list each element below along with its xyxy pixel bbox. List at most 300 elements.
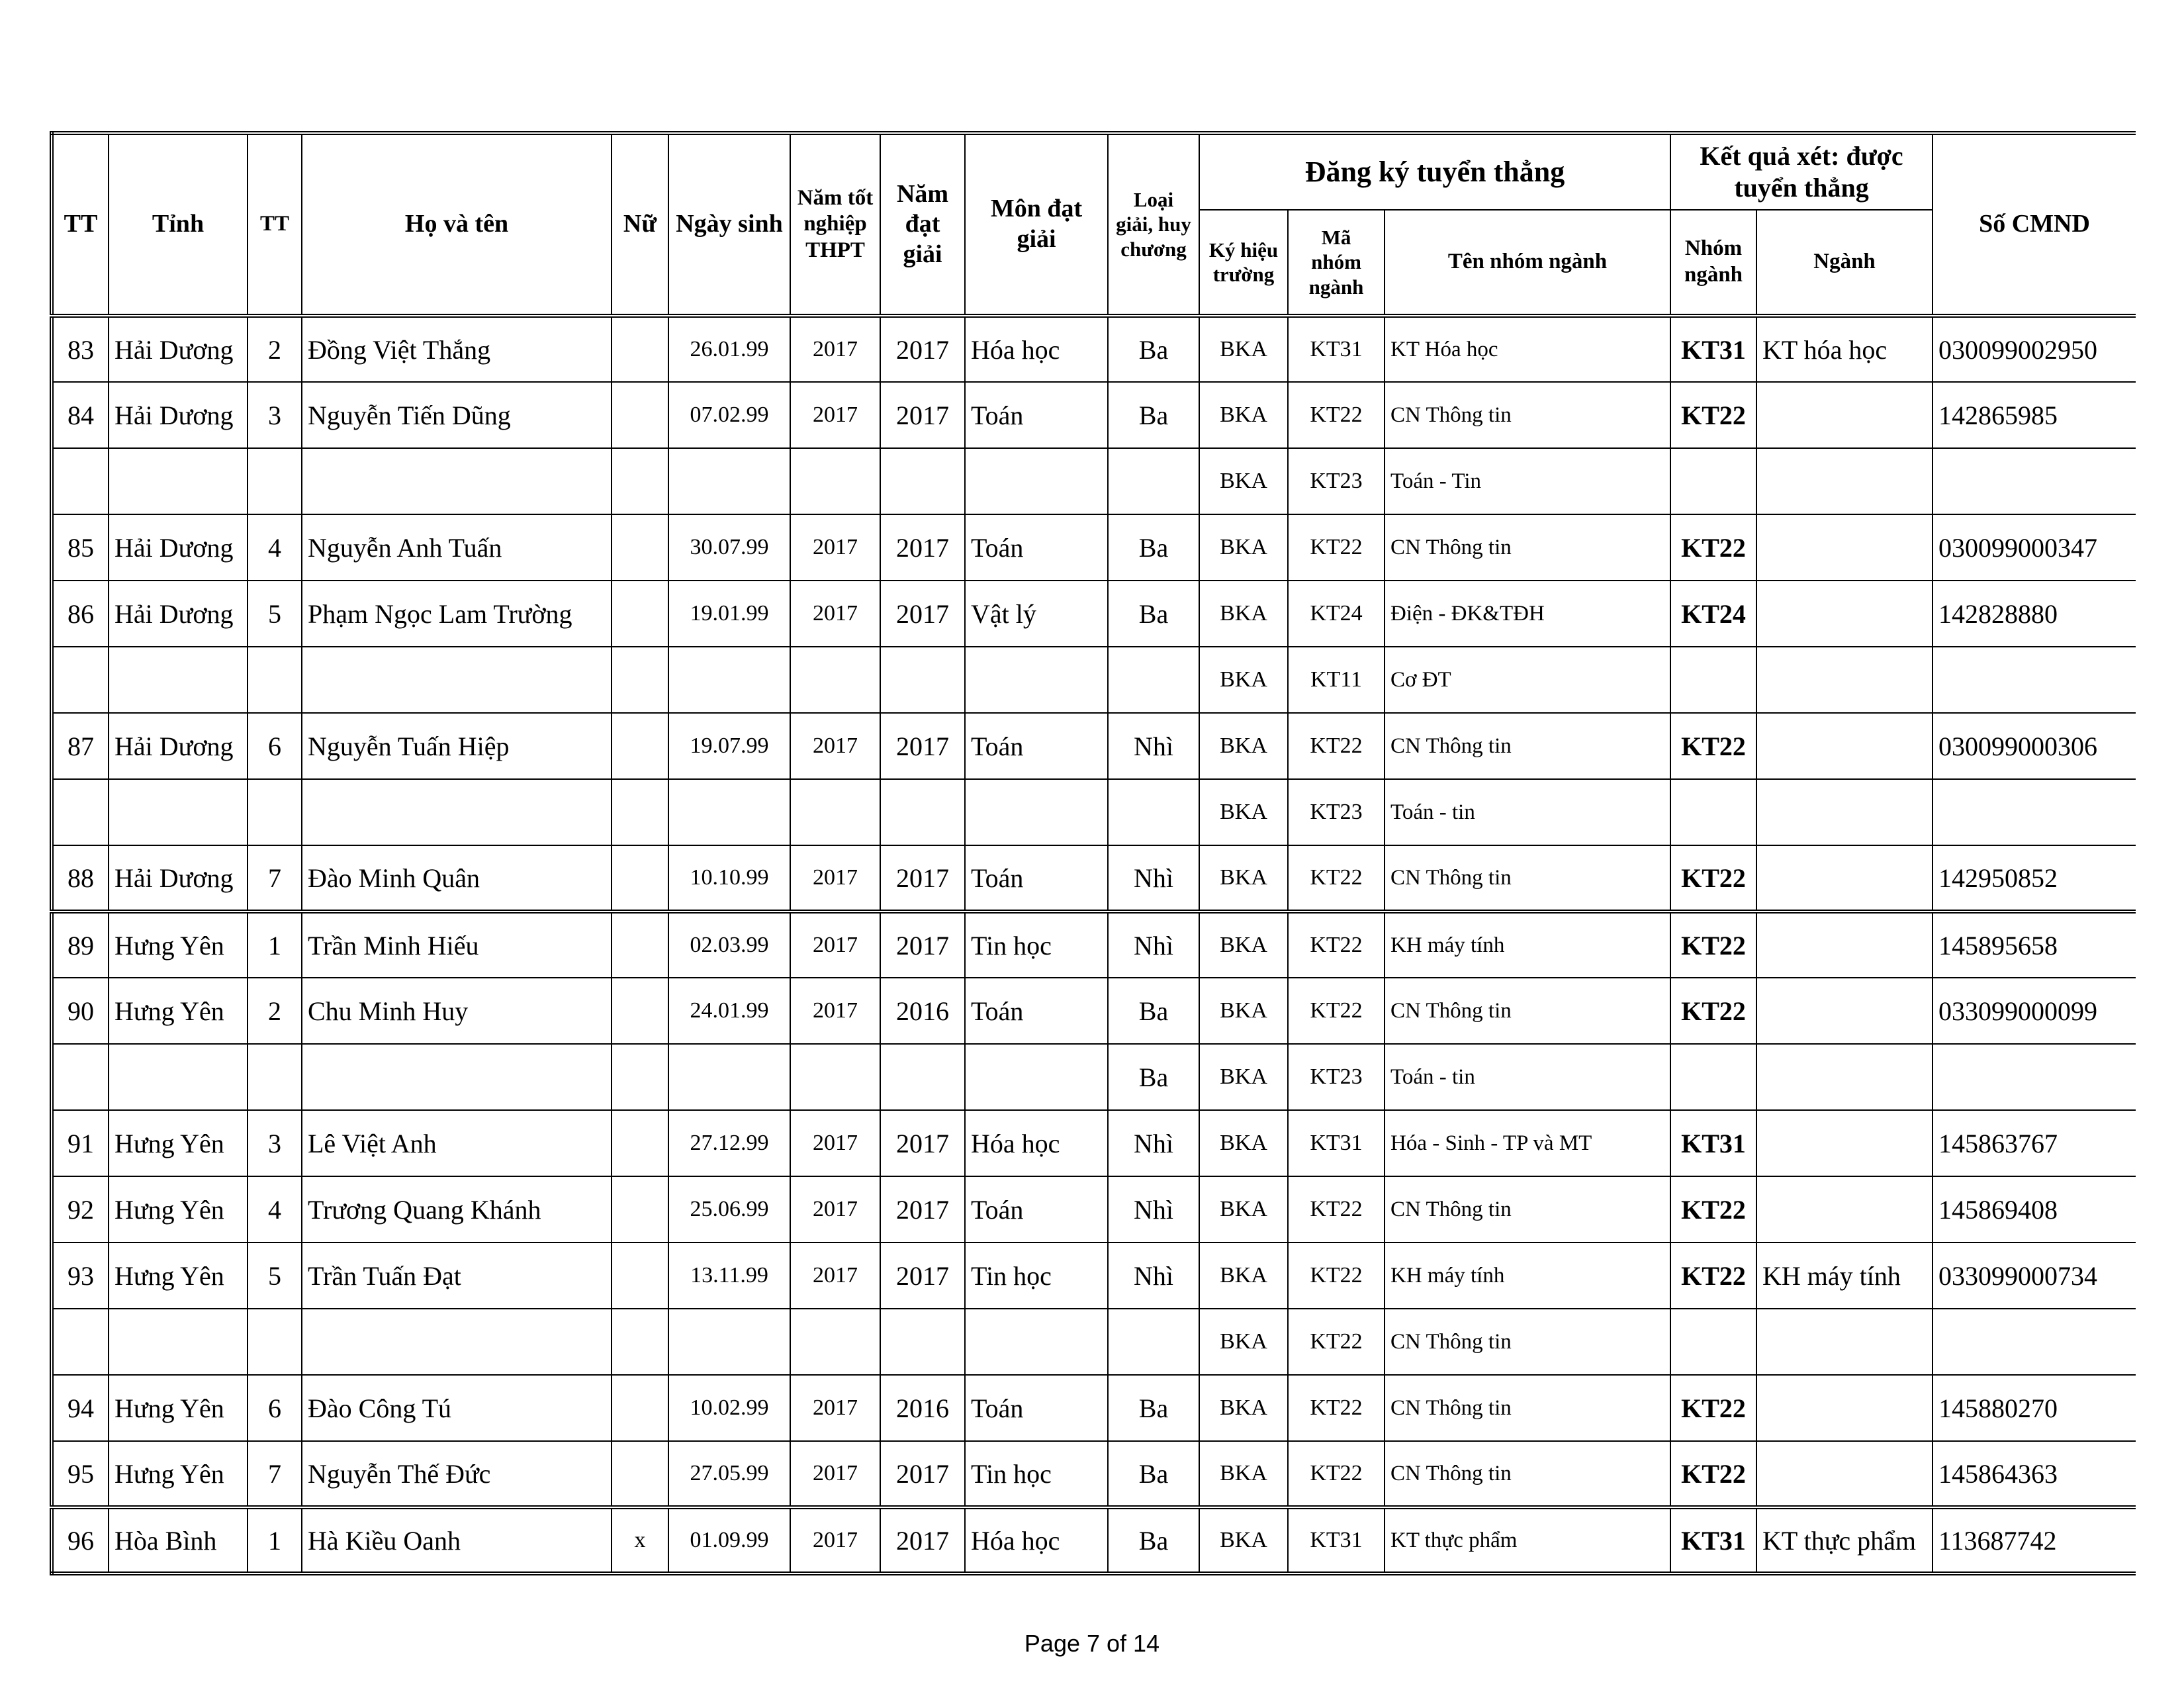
table-row — [52, 581, 2136, 647]
cell-tt: 96 — [52, 1507, 109, 1573]
cell-result-group: KT22 — [1670, 713, 1756, 779]
cell-award-year — [880, 448, 965, 514]
cell-school-code: BKA — [1199, 1110, 1288, 1176]
cell-graduation-year: 2017 — [790, 316, 880, 382]
cell-result-group: KT22 — [1670, 514, 1756, 581]
cell-major-group-code: KT31 — [1288, 1507, 1385, 1573]
cell-award-subject — [965, 1309, 1108, 1375]
cell-birth-date: 24.01.99 — [668, 978, 790, 1044]
cell-major-group-code: KT24 — [1288, 581, 1385, 647]
cell-graduation-year: 2017 — [790, 978, 880, 1044]
header-female: Nữ — [612, 133, 668, 316]
cell-school-code: BKA — [1199, 779, 1288, 845]
cell-school-code: BKA — [1199, 382, 1288, 448]
cell-birth-date: 02.03.99 — [668, 912, 790, 978]
cell-graduation-year: 2017 — [790, 1507, 880, 1573]
cell-province: Hải Dương — [109, 316, 248, 382]
cell-major-group-name: Toán - tin — [1385, 779, 1670, 845]
cell-result-group: KT24 — [1670, 581, 1756, 647]
cell-full-name: Nguyễn Anh Tuấn — [302, 514, 612, 581]
cell-award-year — [880, 1044, 965, 1110]
cell-province: Hải Dương — [109, 581, 248, 647]
cell-result-group: KT22 — [1670, 845, 1756, 912]
cell-id-number: 145880270 — [1933, 1375, 2136, 1441]
cell-major-group-name: CN Thông tin — [1385, 978, 1670, 1044]
cell-female — [612, 581, 668, 647]
header-id-number: Số CMND — [1933, 133, 2136, 316]
table-row — [52, 316, 2136, 382]
cell-province — [109, 647, 248, 713]
cell-award-year: 2017 — [880, 1441, 965, 1507]
cell-tt-province: 1 — [248, 912, 302, 978]
cell-full-name — [302, 1044, 612, 1110]
cell-graduation-year — [790, 448, 880, 514]
cell-school-code: BKA — [1199, 448, 1288, 514]
cell-graduation-year: 2017 — [790, 1176, 880, 1243]
cell-award-year: 2017 — [880, 1176, 965, 1243]
header-school-code: Ký hiệu trường — [1199, 210, 1288, 316]
cell-award-year: 2017 — [880, 912, 965, 978]
cell-graduation-year: 2017 — [790, 912, 880, 978]
cell-result-major — [1756, 845, 1933, 912]
cell-full-name — [302, 779, 612, 845]
cell-result-group — [1670, 647, 1756, 713]
header-tt-province: TT — [248, 133, 302, 316]
table-row — [52, 845, 2136, 912]
cell-female — [612, 1110, 668, 1176]
cell-female — [612, 779, 668, 845]
cell-major-group-name: CN Thông tin — [1385, 514, 1670, 581]
cell-birth-date: 19.07.99 — [668, 713, 790, 779]
cell-result-group: KT31 — [1670, 1110, 1756, 1176]
cell-school-code: BKA — [1199, 581, 1288, 647]
cell-major-group-name: CN Thông tin — [1385, 1176, 1670, 1243]
cell-result-group: KT22 — [1670, 1441, 1756, 1507]
cell-award-subject: Tin học — [965, 912, 1108, 978]
table-row — [52, 1375, 2136, 1441]
table-row — [52, 912, 2136, 978]
cell-major-group-code: KT31 — [1288, 316, 1385, 382]
cell-female — [612, 316, 668, 382]
cell-tt — [52, 448, 109, 514]
cell-id-number: 145869408 — [1933, 1176, 2136, 1243]
cell-tt: 93 — [52, 1243, 109, 1309]
table-row — [52, 1309, 2136, 1375]
header-birth-date: Ngày sinh — [668, 133, 790, 316]
cell-id-number: 033099000734 — [1933, 1243, 2136, 1309]
cell-tt-province — [248, 448, 302, 514]
cell-prize-type: Ba — [1108, 1507, 1199, 1573]
table-row — [52, 647, 2136, 713]
cell-major-group-code: KT22 — [1288, 1176, 1385, 1243]
cell-province — [109, 1309, 248, 1375]
cell-female — [612, 845, 668, 912]
cell-award-subject: Toán — [965, 845, 1108, 912]
cell-province: Hòa Bình — [109, 1507, 248, 1573]
cell-major-group-code: KT22 — [1288, 382, 1385, 448]
cell-award-year: 2017 — [880, 382, 965, 448]
cell-province: Hưng Yên — [109, 912, 248, 978]
cell-province — [109, 779, 248, 845]
cell-female — [612, 978, 668, 1044]
cell-id-number — [1933, 448, 2136, 514]
cell-female — [612, 1176, 668, 1243]
cell-result-major — [1756, 1441, 1933, 1507]
cell-graduation-year: 2017 — [790, 1110, 880, 1176]
cell-tt — [52, 1044, 109, 1110]
cell-graduation-year — [790, 1044, 880, 1110]
cell-award-subject: Toán — [965, 382, 1108, 448]
cell-graduation-year — [790, 779, 880, 845]
cell-tt-province — [248, 647, 302, 713]
cell-award-year: 2017 — [880, 316, 965, 382]
cell-result-major — [1756, 713, 1933, 779]
header-result-group: Nhóm ngành — [1670, 210, 1756, 316]
cell-province: Hưng Yên — [109, 1243, 248, 1309]
cell-prize-type: Ba — [1108, 1441, 1199, 1507]
cell-award-subject: Toán — [965, 514, 1108, 581]
cell-major-group-code: KT22 — [1288, 912, 1385, 978]
cell-prize-type: Ba — [1108, 581, 1199, 647]
cell-award-year — [880, 779, 965, 845]
table-body — [52, 316, 2136, 1573]
table-row — [52, 1441, 2136, 1507]
cell-birth-date: 13.11.99 — [668, 1243, 790, 1309]
cell-id-number — [1933, 1044, 2136, 1110]
cell-award-subject — [965, 448, 1108, 514]
cell-major-group-code: KT22 — [1288, 1375, 1385, 1441]
cell-major-group-name: Hóa - Sinh - TP và MT — [1385, 1110, 1670, 1176]
table-header — [52, 133, 2136, 316]
cell-graduation-year: 2017 — [790, 1243, 880, 1309]
cell-full-name — [302, 1309, 612, 1375]
cell-tt: 86 — [52, 581, 109, 647]
cell-graduation-year: 2017 — [790, 845, 880, 912]
cell-result-major — [1756, 1110, 1933, 1176]
cell-id-number: 142865985 — [1933, 382, 2136, 448]
cell-province — [109, 448, 248, 514]
cell-full-name — [302, 448, 612, 514]
cell-prize-type — [1108, 779, 1199, 845]
table-row — [52, 1110, 2136, 1176]
cell-major-group-name: CN Thông tin — [1385, 1375, 1670, 1441]
cell-award-year: 2017 — [880, 1110, 965, 1176]
cell-major-group-name: CN Thông tin — [1385, 713, 1670, 779]
cell-major-group-code: KT11 — [1288, 647, 1385, 713]
cell-tt: 85 — [52, 514, 109, 581]
cell-award-year: 2017 — [880, 514, 965, 581]
cell-school-code: BKA — [1199, 1176, 1288, 1243]
cell-prize-type: Nhì — [1108, 713, 1199, 779]
cell-full-name: Đào Công Tú — [302, 1375, 612, 1441]
header-graduation-year: Năm tốt nghiệp THPT — [790, 133, 880, 316]
cell-tt: 92 — [52, 1176, 109, 1243]
cell-birth-date: 30.07.99 — [668, 514, 790, 581]
cell-award-year: 2016 — [880, 978, 965, 1044]
cell-tt-province: 3 — [248, 1110, 302, 1176]
table-row — [52, 713, 2136, 779]
cell-award-subject: Toán — [965, 713, 1108, 779]
cell-major-group-name: CN Thông tin — [1385, 382, 1670, 448]
header-major-group-name: Tên nhóm ngành — [1385, 210, 1670, 316]
cell-id-number — [1933, 779, 2136, 845]
cell-major-group-code: KT22 — [1288, 1243, 1385, 1309]
cell-tt: 90 — [52, 978, 109, 1044]
cell-tt: 95 — [52, 1441, 109, 1507]
cell-id-number: 142950852 — [1933, 845, 2136, 912]
cell-tt: 83 — [52, 316, 109, 382]
cell-id-number: 145864363 — [1933, 1441, 2136, 1507]
cell-school-code: BKA — [1199, 845, 1288, 912]
cell-prize-type: Nhì — [1108, 845, 1199, 912]
cell-prize-type: Ba — [1108, 1044, 1199, 1110]
table-row — [52, 1243, 2136, 1309]
cell-birth-date — [668, 448, 790, 514]
cell-major-group-code: KT23 — [1288, 779, 1385, 845]
cell-result-major — [1756, 514, 1933, 581]
cell-result-major — [1756, 382, 1933, 448]
cell-major-group-name: CN Thông tin — [1385, 1309, 1670, 1375]
cell-tt-province: 6 — [248, 1375, 302, 1441]
cell-school-code: BKA — [1199, 1507, 1288, 1573]
cell-award-year: 2017 — [880, 713, 965, 779]
cell-major-group-name: KT thực phẩm — [1385, 1507, 1670, 1573]
cell-full-name: Lê Việt Anh — [302, 1110, 612, 1176]
cell-id-number: 030099000347 — [1933, 514, 2136, 581]
cell-major-group-name: KT Hóa học — [1385, 316, 1670, 382]
cell-prize-type: Ba — [1108, 514, 1199, 581]
cell-female: x — [612, 1507, 668, 1573]
cell-award-year: 2016 — [880, 1375, 965, 1441]
table-row — [52, 1507, 2136, 1573]
cell-full-name: Đào Minh Quân — [302, 845, 612, 912]
cell-id-number: 145863767 — [1933, 1110, 2136, 1176]
cell-tt-province: 1 — [248, 1507, 302, 1573]
cell-school-code: BKA — [1199, 1044, 1288, 1110]
cell-result-major — [1756, 978, 1933, 1044]
cell-full-name: Đồng Việt Thắng — [302, 316, 612, 382]
cell-graduation-year: 2017 — [790, 382, 880, 448]
cell-birth-date — [668, 1044, 790, 1110]
cell-province: Hải Dương — [109, 514, 248, 581]
cell-prize-type: Nhì — [1108, 912, 1199, 978]
cell-full-name: Phạm Ngọc Lam Trường — [302, 581, 612, 647]
table-row — [52, 382, 2136, 448]
cell-major-group-code: KT23 — [1288, 448, 1385, 514]
cell-province: Hưng Yên — [109, 1176, 248, 1243]
cell-result-major — [1756, 1375, 1933, 1441]
cell-province: Hải Dương — [109, 713, 248, 779]
cell-birth-date: 10.10.99 — [668, 845, 790, 912]
cell-tt-province: 2 — [248, 978, 302, 1044]
cell-graduation-year: 2017 — [790, 581, 880, 647]
cell-major-group-name: KH máy tính — [1385, 912, 1670, 978]
cell-female — [612, 912, 668, 978]
cell-tt-province — [248, 1309, 302, 1375]
header-tt: TT — [52, 133, 109, 316]
header-full-name: Họ và tên — [302, 133, 612, 316]
cell-birth-date: 07.02.99 — [668, 382, 790, 448]
cell-tt-province: 5 — [248, 1243, 302, 1309]
header-major-group-code: Mã nhóm ngành — [1288, 210, 1385, 316]
cell-tt: 88 — [52, 845, 109, 912]
cell-birth-date — [668, 647, 790, 713]
cell-female — [612, 1044, 668, 1110]
cell-result-major — [1756, 581, 1933, 647]
cell-birth-date — [668, 1309, 790, 1375]
cell-school-code: BKA — [1199, 647, 1288, 713]
cell-prize-type: Ba — [1108, 382, 1199, 448]
cell-id-number — [1933, 647, 2136, 713]
cell-result-group: KT31 — [1670, 1507, 1756, 1573]
cell-major-group-name: CN Thông tin — [1385, 845, 1670, 912]
cell-result-group: KT22 — [1670, 1243, 1756, 1309]
cell-prize-type: Nhì — [1108, 1110, 1199, 1176]
cell-full-name: Nguyễn Tiến Dũng — [302, 382, 612, 448]
document-sheet — [50, 131, 2136, 1581]
cell-province: Hải Dương — [109, 845, 248, 912]
header-review-result: Kết quả xét: được tuyển thẳng — [1670, 133, 1933, 210]
cell-tt — [52, 1309, 109, 1375]
cell-result-group — [1670, 1309, 1756, 1375]
cell-id-number: 030099002950 — [1933, 316, 2136, 382]
cell-female — [612, 1375, 668, 1441]
cell-award-subject: Tin học — [965, 1441, 1108, 1507]
cell-tt — [52, 647, 109, 713]
cell-prize-type: Ba — [1108, 1375, 1199, 1441]
cell-major-group-code: KT23 — [1288, 1044, 1385, 1110]
cell-major-group-code: KT22 — [1288, 1309, 1385, 1375]
cell-birth-date: 27.12.99 — [668, 1110, 790, 1176]
cell-major-group-name: Toán - tin — [1385, 1044, 1670, 1110]
cell-major-group-name: CN Thông tin — [1385, 1441, 1670, 1507]
admission-table — [50, 131, 2136, 1575]
cell-province: Hưng Yên — [109, 1110, 248, 1176]
table-row — [52, 514, 2136, 581]
header-result-major: Ngành — [1756, 210, 1933, 316]
cell-tt-province: 5 — [248, 581, 302, 647]
cell-major-group-code: KT22 — [1288, 978, 1385, 1044]
cell-tt: 91 — [52, 1110, 109, 1176]
cell-major-group-name: Điện - ĐK&TĐH — [1385, 581, 1670, 647]
cell-major-group-code: KT31 — [1288, 1110, 1385, 1176]
cell-result-group: KT22 — [1670, 1375, 1756, 1441]
header-award-subject: Môn đạt giải — [965, 133, 1108, 316]
cell-full-name: Hà Kiều Oanh — [302, 1507, 612, 1573]
cell-major-group-code: KT22 — [1288, 1441, 1385, 1507]
cell-id-number: 033099000099 — [1933, 978, 2136, 1044]
table-row — [52, 1176, 2136, 1243]
cell-id-number — [1933, 1309, 2136, 1375]
cell-major-group-name: Cơ ĐT — [1385, 647, 1670, 713]
cell-province: Hưng Yên — [109, 1375, 248, 1441]
cell-id-number: 113687742 — [1933, 1507, 2136, 1573]
cell-birth-date: 26.01.99 — [668, 316, 790, 382]
cell-birth-date: 01.09.99 — [668, 1507, 790, 1573]
cell-full-name: Nguyễn Thế Đức — [302, 1441, 612, 1507]
cell-birth-date: 10.02.99 — [668, 1375, 790, 1441]
cell-prize-type — [1108, 647, 1199, 713]
cell-province — [109, 1044, 248, 1110]
cell-school-code: BKA — [1199, 1375, 1288, 1441]
cell-result-major: KH máy tính — [1756, 1243, 1933, 1309]
cell-full-name: Trần Minh Hiếu — [302, 912, 612, 978]
cell-award-year: 2017 — [880, 1507, 965, 1573]
cell-female — [612, 514, 668, 581]
header-direct-admission-registration: Đăng ký tuyển thẳng — [1199, 133, 1670, 210]
cell-school-code: BKA — [1199, 316, 1288, 382]
cell-graduation-year: 2017 — [790, 1441, 880, 1507]
cell-tt-province — [248, 1044, 302, 1110]
table-row — [52, 978, 2136, 1044]
header-prize-type: Loại giải, huy chương — [1108, 133, 1199, 316]
cell-full-name: Trương Quang Khánh — [302, 1176, 612, 1243]
cell-id-number: 145895658 — [1933, 912, 2136, 978]
cell-full-name — [302, 647, 612, 713]
cell-result-group — [1670, 448, 1756, 514]
cell-tt-province: 2 — [248, 316, 302, 382]
cell-province: Hải Dương — [109, 382, 248, 448]
cell-prize-type — [1108, 448, 1199, 514]
cell-result-major: KT thực phẩm — [1756, 1507, 1933, 1573]
cell-prize-type — [1108, 1309, 1199, 1375]
cell-award-subject: Toán — [965, 1375, 1108, 1441]
table-row — [52, 448, 2136, 514]
table-row — [52, 1044, 2136, 1110]
cell-prize-type: Nhì — [1108, 1176, 1199, 1243]
cell-award-year: 2017 — [880, 581, 965, 647]
cell-graduation-year: 2017 — [790, 1375, 880, 1441]
cell-female — [612, 713, 668, 779]
cell-result-group: KT22 — [1670, 1176, 1756, 1243]
cell-province: Hưng Yên — [109, 1441, 248, 1507]
cell-birth-date: 27.05.99 — [668, 1441, 790, 1507]
cell-tt-province — [248, 779, 302, 845]
cell-female — [612, 1441, 668, 1507]
cell-prize-type: Ba — [1108, 316, 1199, 382]
cell-school-code: BKA — [1199, 978, 1288, 1044]
cell-tt: 84 — [52, 382, 109, 448]
cell-birth-date: 25.06.99 — [668, 1176, 790, 1243]
cell-award-year: 2017 — [880, 1243, 965, 1309]
cell-result-group: KT31 — [1670, 316, 1756, 382]
cell-school-code: BKA — [1199, 1309, 1288, 1375]
cell-id-number: 030099000306 — [1933, 713, 2136, 779]
page-number: Page 7 of 14 — [1024, 1630, 1160, 1657]
cell-result-major — [1756, 779, 1933, 845]
cell-award-year — [880, 647, 965, 713]
cell-prize-type: Nhì — [1108, 1243, 1199, 1309]
cell-tt: 94 — [52, 1375, 109, 1441]
cell-graduation-year: 2017 — [790, 514, 880, 581]
cell-award-year — [880, 1309, 965, 1375]
cell-tt: 89 — [52, 912, 109, 978]
cell-school-code: BKA — [1199, 1441, 1288, 1507]
cell-result-group: KT22 — [1670, 912, 1756, 978]
cell-prize-type: Ba — [1108, 978, 1199, 1044]
cell-female — [612, 647, 668, 713]
cell-major-group-code: KT22 — [1288, 514, 1385, 581]
cell-result-group — [1670, 1044, 1756, 1110]
cell-birth-date — [668, 779, 790, 845]
cell-award-subject — [965, 647, 1108, 713]
cell-province: Hưng Yên — [109, 978, 248, 1044]
cell-award-subject: Toán — [965, 1176, 1108, 1243]
cell-major-group-name: Toán - Tin — [1385, 448, 1670, 514]
cell-result-major: KT hóa học — [1756, 316, 1933, 382]
cell-result-major — [1756, 1309, 1933, 1375]
cell-female — [612, 448, 668, 514]
